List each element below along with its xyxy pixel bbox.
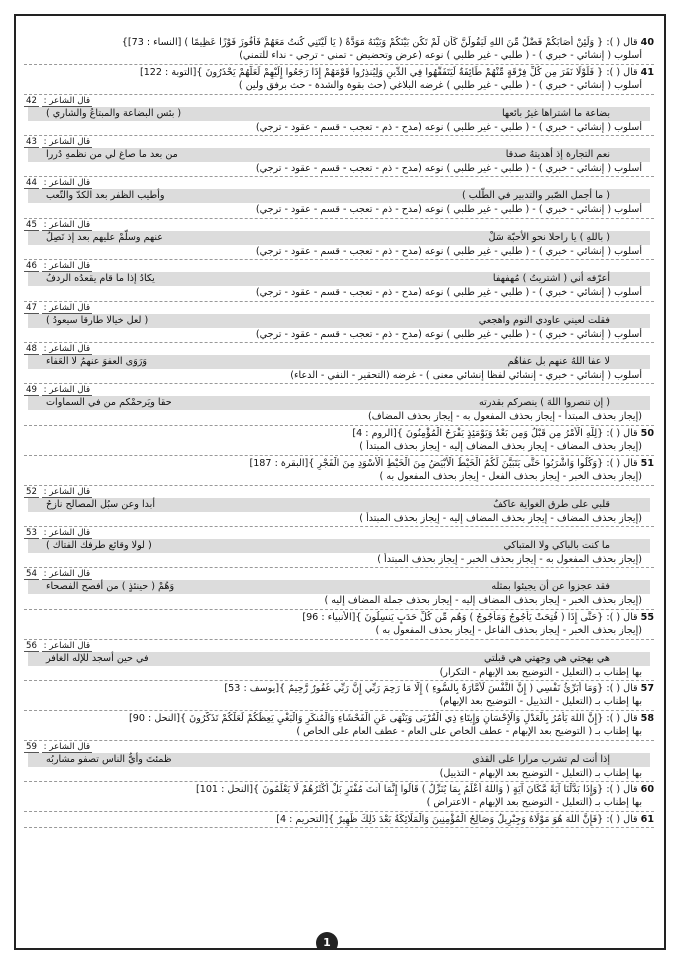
verse-first-half: فقلت لعيني عاودي النوم واهجعي xyxy=(478,314,610,326)
question-head xyxy=(24,611,654,624)
question-text: قال ( ): {لِلَّهِ الْأَمْرُ مِن قَبْلُ وَمِن بَعْدُ وَيَوْمَئِذٍ يَفْرَحُ الْمُؤْمِنُونَ }[الروم : 4] xyxy=(352,427,638,439)
answer-options: أسلوب ( إنشائي - خبري ) - ( طلبي - غير طلبي ) نوعه (مدح - ذم - تعجب - قسم - عقود - ترجي) xyxy=(255,204,642,216)
poet-label-text: قال الشاعر : xyxy=(43,527,91,538)
verse-first-half: ( إن تنصروا اللهَ ) ينصركم بقدرته xyxy=(478,397,610,409)
question-head xyxy=(24,813,654,826)
questions-list xyxy=(16,16,664,828)
divider xyxy=(24,781,654,782)
question-text: قال ( ): {إِنَّ اللهَ يَأْمُرُ بِالْعَدْلِ وَالْإِحْسَانِ وَإِيتَاءِ ذِي الْقُرْبَى وَيَنْهَى عَنِ الْفَحْشَاءِ وَالْمُنكَرِ وَالْبَغْيِ يَعِظُكُمْ لَعَلَّكُمْ تَذَكَّرُونَ }[النحل : 90] xyxy=(129,712,638,724)
poet-label-text: قال الشاعر : xyxy=(43,640,91,651)
answer-options: بها إطناب بـ (التعليل - التذييل - التوضيح بعد الإبهام) xyxy=(439,696,642,708)
page-number: 1 xyxy=(316,932,338,950)
divider xyxy=(24,485,654,486)
poet-label xyxy=(24,385,654,396)
question-number: 60 xyxy=(640,783,654,795)
question-item xyxy=(24,457,654,486)
verse-row xyxy=(28,148,650,162)
question-head xyxy=(24,457,654,470)
verse-first-half: لا عفا اللهُ عنهم بل عفاهُم xyxy=(507,356,610,368)
question-item xyxy=(24,528,654,568)
verse-first-half: أعرّفه أني ( اشتريتُ ) مُهفهفا xyxy=(492,273,610,285)
verse-row xyxy=(28,272,650,286)
answer-options: أسلوب ( إنشائي - خبري ) - ( طلبي - غير طلبي ) نوعه (مدح - ذم - تعجب - قسم - عقود - ترجي) xyxy=(255,121,642,133)
answer-options: (إيجاز بحذف المضاف - إيجاز بحذف المضاف إليه - إيجاز بحذف المبتدأ ) xyxy=(359,512,642,524)
answer-options: (إيجاز بحذف الخبر - إيجاز بحذف المضاف إليه - إيجاز بحذف جملة المضاف إليه ) xyxy=(324,595,642,607)
poet-label-text: قال الشاعر : xyxy=(43,302,91,313)
answer-options: أسلوب ( إنشائي - خبري ) - ( طلبي - غير طلبي ) نوعه (عرض وتحضيض - تمني - ترجي - نداء للتمني) xyxy=(239,50,642,62)
verse-row xyxy=(28,753,650,767)
answer-options: بها إطناب بـ ( التوضيح بعد الإبهام - عطف الخاص على العام - عطف العام على الخاص ) xyxy=(296,726,642,738)
question-number: 40 xyxy=(640,37,654,48)
answer-options: أسلوب ( إنشائي - خبري ) - ( طلبي - غير طلبي ) نوعه (مدح - ذم - تعجب - قسم - عقود - ترجي) xyxy=(255,287,642,299)
question-item xyxy=(24,742,654,782)
verse-second-half: ( لعل خيالا طارقا سيعودُ ) xyxy=(46,314,149,326)
question-head xyxy=(24,682,654,695)
divider xyxy=(24,425,654,426)
answer-options: (إيجاز بحذف المبتدأ - إيجاز بحذف المفعول به - إيجاز بحذف المضاف) xyxy=(367,411,642,423)
question-number: 48 xyxy=(26,344,37,355)
divider xyxy=(24,811,654,812)
poet-label-text: قال الشاعر : xyxy=(43,178,91,189)
poet-label xyxy=(24,528,654,539)
divider xyxy=(24,301,654,302)
verse-first-half: ( ما أجمل الصّبر والتدبير في الطّلب ) xyxy=(461,190,610,202)
question-item xyxy=(24,220,654,260)
verse-row xyxy=(28,314,650,328)
answer-options: بها إطناب بـ (التعليل - التوضيح بعد الإبهام - التذييل) xyxy=(439,767,642,779)
answer-options: أسلوب ( إنشائي - خبري - إنشائي لفظا إنشائي معنى ) - غرضه (التحقير - النفي - الدعاء) xyxy=(290,370,642,382)
answer-options: أسلوب ( إنشائي - خبري ) - ( طلبي - غير طلبي ) غرضه البلاغي (حث بقوة والشدة - حث برفق ولين ) xyxy=(238,80,642,92)
question-number: 46 xyxy=(26,261,37,272)
question-number: 44 xyxy=(26,178,37,189)
divider xyxy=(24,176,654,177)
verse-first-half: بضاعة ما اشتراها غيرُ بائعها xyxy=(501,107,610,119)
verse-second-half: عنهم وسلّمْ عليهم بعد إذ تَصِلُ xyxy=(46,231,164,243)
verse-row xyxy=(28,231,650,245)
question-item xyxy=(24,641,654,681)
question-head xyxy=(24,36,654,49)
answer-options: أسلوب ( إنشائي - خبري ) - ( طلبي - غير طلبي ) نوعه (مدح - ذم - تعجب - قسم - عقود - ترجي) xyxy=(255,245,642,257)
question-number: 42 xyxy=(26,95,37,106)
question-item xyxy=(24,344,654,384)
question-text: قال ( ): {وَإِذَا بَدَّلْنَا آيَةً مَّكَانَ آيَةٍ ( وَاللهُ أَعْلَمُ بِمَا يُنَزِّلُ ) قَالُوا إِنَّمَا أَنتَ مُفْتَرٍ بَلْ أَكْثَرُهُمْ لَا يَعْلَمُونَ }[النحل : 101] xyxy=(195,783,638,795)
question-number: 54 xyxy=(26,569,37,580)
poet-label-text: قال الشاعر : xyxy=(43,95,91,106)
question-number: 58 xyxy=(640,712,654,724)
question-item xyxy=(24,96,654,136)
divider xyxy=(24,827,654,828)
poet-label xyxy=(24,137,654,148)
question-item xyxy=(24,783,654,812)
question-head xyxy=(24,783,654,796)
divider xyxy=(24,609,654,610)
verse-first-half: إذا أنت لم تشرب مرارا على القذى xyxy=(472,753,610,765)
question-item xyxy=(24,385,654,425)
verse-second-half: ظمئتَ وأيُّ الناس تصفو مشاربُه xyxy=(46,753,172,765)
answer-options: أسلوب ( إنشائي - خبري ) - ( طلبي - غير طلبي ) نوعه (مدح - ذم - تعجب - قسم - عقود - ترجي) xyxy=(255,163,642,175)
answer-options: (إيجاز بحذف المضاف - إيجاز بحذف المضاف إليه - إيجاز بحذف المبتدأ ) xyxy=(359,441,642,453)
poet-label xyxy=(24,220,654,231)
question-head xyxy=(24,66,654,79)
question-item xyxy=(24,137,654,177)
answer-options: أسلوب ( إنشائي - خبري ) - ( طلبي - غير طلبي ) نوعه (مدح - ذم - تعجب - قسم - عقود - ترجي) xyxy=(255,328,642,340)
answer-options: (إيجاز بحذف الخبر - إيجاز بحذف الفعل - إيجاز بحذف المفعول به ) xyxy=(379,471,642,483)
verse-row xyxy=(28,539,650,553)
divider xyxy=(24,218,654,219)
question-number: 61 xyxy=(640,813,654,825)
question-number: 57 xyxy=(640,682,654,694)
poet-label-text: قال الشاعر : xyxy=(43,741,91,752)
poet-label-text: قال الشاعر : xyxy=(43,385,91,396)
question-item xyxy=(24,303,654,343)
divider xyxy=(24,64,654,65)
question-head xyxy=(24,427,654,440)
question-item xyxy=(24,36,654,65)
question-number: 52 xyxy=(26,486,37,497)
verse-first-half: ما كنت بالباكي ولا المتباكي xyxy=(503,539,610,551)
question-number: 50 xyxy=(640,427,654,439)
verse-first-half: قلبي على طرق الغواية عاكفٌ xyxy=(493,498,610,510)
divider xyxy=(24,526,654,527)
question-text: قال ( ): { وَلَئِنْ أَصَابَكُمْ فَضْلٌ مِّنَ اللهِ لَيَقُولَنَّ كَأَن لَّمْ تَكُن بَيْنَكُمْ وَبَيْنَهُ مَوَدَّةٌ ( يَا لَيْتَنِي كُنتُ مَعَهُمْ فَأَفُوزَ فَوْزًا عَظِيمًا ) [النساء : 73]} xyxy=(121,37,638,48)
question-number: 51 xyxy=(640,457,654,469)
answer-options: (إيجاز بحذف المفعول به - إيجاز بحذف الخبر - إيجاز بحذف المبتدأ ) xyxy=(377,553,642,565)
poet-label-text: قال الشاعر : xyxy=(43,486,91,497)
question-item xyxy=(24,682,654,711)
poet-label xyxy=(24,261,654,272)
answer-options: بها إطناب بـ (التعليل - التوضيح بعد الإبهام - التكرار) xyxy=(439,666,642,678)
question-text: قال ( ): {وَكُلُوا وَاشْرَبُوا حَتَّى يَتَبَيَّنَ لَكُمُ الْخَيْطُ الْأَبْيَضُ مِنَ الْخَيْطِ الْأَسْوَدِ مِنَ الْفَجْرِ }[البقرة : 187] xyxy=(249,457,638,469)
question-text: قال ( ): { فَلَوْلَا نَفَرَ مِن كُلِّ فِرْقَةٍ مِّنْهُمْ طَائِفَةٌ لِّيَتَفَقَّهُوا فِي الدِّينِ وَلِيُنذِرُوا قَوْمَهُمْ إِذَا رَجَعُوا إِلَيْهِمْ لَعَلَّهُمْ يَحْذَرُونَ }[التوبة : 122] xyxy=(139,66,638,78)
question-number: 49 xyxy=(26,385,37,396)
verse-row xyxy=(28,107,650,121)
verse-second-half: ( لولا وقائع طرفك الفتاك ) xyxy=(46,539,152,551)
answer-options: (إيجاز بحذف الخبر - إيجاز بحذف الفاعل - إيجاز بحذف المفعول به ) xyxy=(375,625,642,637)
verse-second-half: حقا ويَرحمْكم من في السماوات xyxy=(46,397,172,409)
poet-label xyxy=(24,569,654,580)
verse-row xyxy=(28,355,650,369)
poet-label-text: قال الشاعر : xyxy=(43,219,91,230)
divider xyxy=(24,94,654,95)
verse-second-half: وَهُمْ ( حينئذٍ ) من أفصح الفصحاء xyxy=(46,581,175,593)
worksheet-page xyxy=(14,14,666,950)
question-item xyxy=(24,487,654,527)
verse-first-half: ( باللهِ ) يا راحلا نحو الأحبّة سَلْ xyxy=(488,231,610,243)
divider xyxy=(24,567,654,568)
verse-first-half: فقد عجزوا عن أن يجيئوا بمثله xyxy=(491,581,610,593)
answer-options: بها إطناب بـ (التعليل - التوضيح بعد الإبهام - الاعتراض ) xyxy=(426,797,642,809)
question-number: 45 xyxy=(26,219,37,230)
verse-second-half: وَرَوَى العفوَ عنهمُ لا العَفاء xyxy=(46,356,148,368)
question-number: 59 xyxy=(26,741,37,752)
poet-label xyxy=(24,344,654,355)
divider xyxy=(24,342,654,343)
question-item xyxy=(24,813,654,828)
verse-row xyxy=(28,580,650,594)
divider xyxy=(24,680,654,681)
question-item xyxy=(24,569,654,609)
question-text: قال ( ): {وَمَا أُبَرِّئُ نَفْسِي ( إِنَّ النَّفْسَ لَأَمَّارَةٌ بِالسُّوءِ ) إِلَّا مَا رَحِمَ رَبِّي إِنَّ رَبِّي غَفُورٌ رَّحِيمٌ }[يوسف : 53] xyxy=(224,682,638,694)
question-number: 53 xyxy=(26,527,37,538)
poet-label xyxy=(24,742,654,753)
verse-row xyxy=(28,498,650,512)
question-item xyxy=(24,611,654,640)
verse-second-half: من بعد ما صاغ لي من نظمهِ دُررا xyxy=(46,149,178,161)
question-number: 56 xyxy=(26,640,37,651)
question-item xyxy=(24,66,654,95)
divider xyxy=(24,710,654,711)
poet-label xyxy=(24,96,654,107)
verse-second-half: ( بئس البضاعة والمبتاعُ والشاري ) xyxy=(46,107,182,119)
verse-row xyxy=(28,396,650,410)
question-head xyxy=(24,712,654,725)
verse-second-half: يكادُ إذا ما قام يقعدُه الردفُ xyxy=(46,273,155,285)
question-number: 43 xyxy=(26,137,37,148)
verse-second-half: أبدا وعن سبُل المصالح نازحُ xyxy=(46,498,156,510)
divider xyxy=(24,455,654,456)
verse-second-half: في حين أسجد للإله الغافر xyxy=(46,652,149,664)
question-text: قال ( ): {فَإِنَّ اللهَ هُوَ مَوْلَاهُ وَجِبْرِيلُ وَصَالِحُ الْمُؤْمِنِينَ وَالْمَلَائِكَةُ بَعْدَ ذَلِكَ ظَهِيرٌ }[التحريم : 4] xyxy=(276,813,638,825)
divider xyxy=(24,135,654,136)
verse-row xyxy=(28,189,650,203)
poet-label xyxy=(24,487,654,498)
question-text: قال ( ): {حَتَّى إِذَا ( فُتِحَتْ يَأْجُوجُ وَمَأْجُوجُ ) وَهُم مِّن كُلِّ حَدَبٍ يَنسِلُونَ }[الأنبياء : 96] xyxy=(302,611,638,623)
divider xyxy=(24,740,654,741)
poet-label-text: قال الشاعر : xyxy=(43,344,91,355)
poet-label xyxy=(24,641,654,652)
verse-row xyxy=(28,652,650,666)
verse-first-half: نعم التجارة إذ أهديتهُ صدقا xyxy=(505,149,610,161)
question-item xyxy=(24,712,654,741)
poet-label-text: قال الشاعر : xyxy=(43,261,91,272)
question-item xyxy=(24,178,654,218)
question-number: 41 xyxy=(640,66,654,78)
question-item xyxy=(24,261,654,301)
divider xyxy=(24,639,654,640)
divider xyxy=(24,259,654,260)
verse-first-half: هي بهجتي هي وجهتي هي قبلتي xyxy=(483,652,610,664)
question-item xyxy=(24,427,654,456)
poet-label-text: قال الشاعر : xyxy=(43,137,91,148)
poet-label-text: قال الشاعر : xyxy=(43,569,91,580)
question-number: 47 xyxy=(26,302,37,313)
question-number: 55 xyxy=(640,611,654,623)
poet-label xyxy=(24,178,654,189)
divider xyxy=(24,383,654,384)
poet-label xyxy=(24,303,654,314)
verse-second-half: وأطيب الظفر بعد الكدّ والتّعب xyxy=(46,190,165,202)
